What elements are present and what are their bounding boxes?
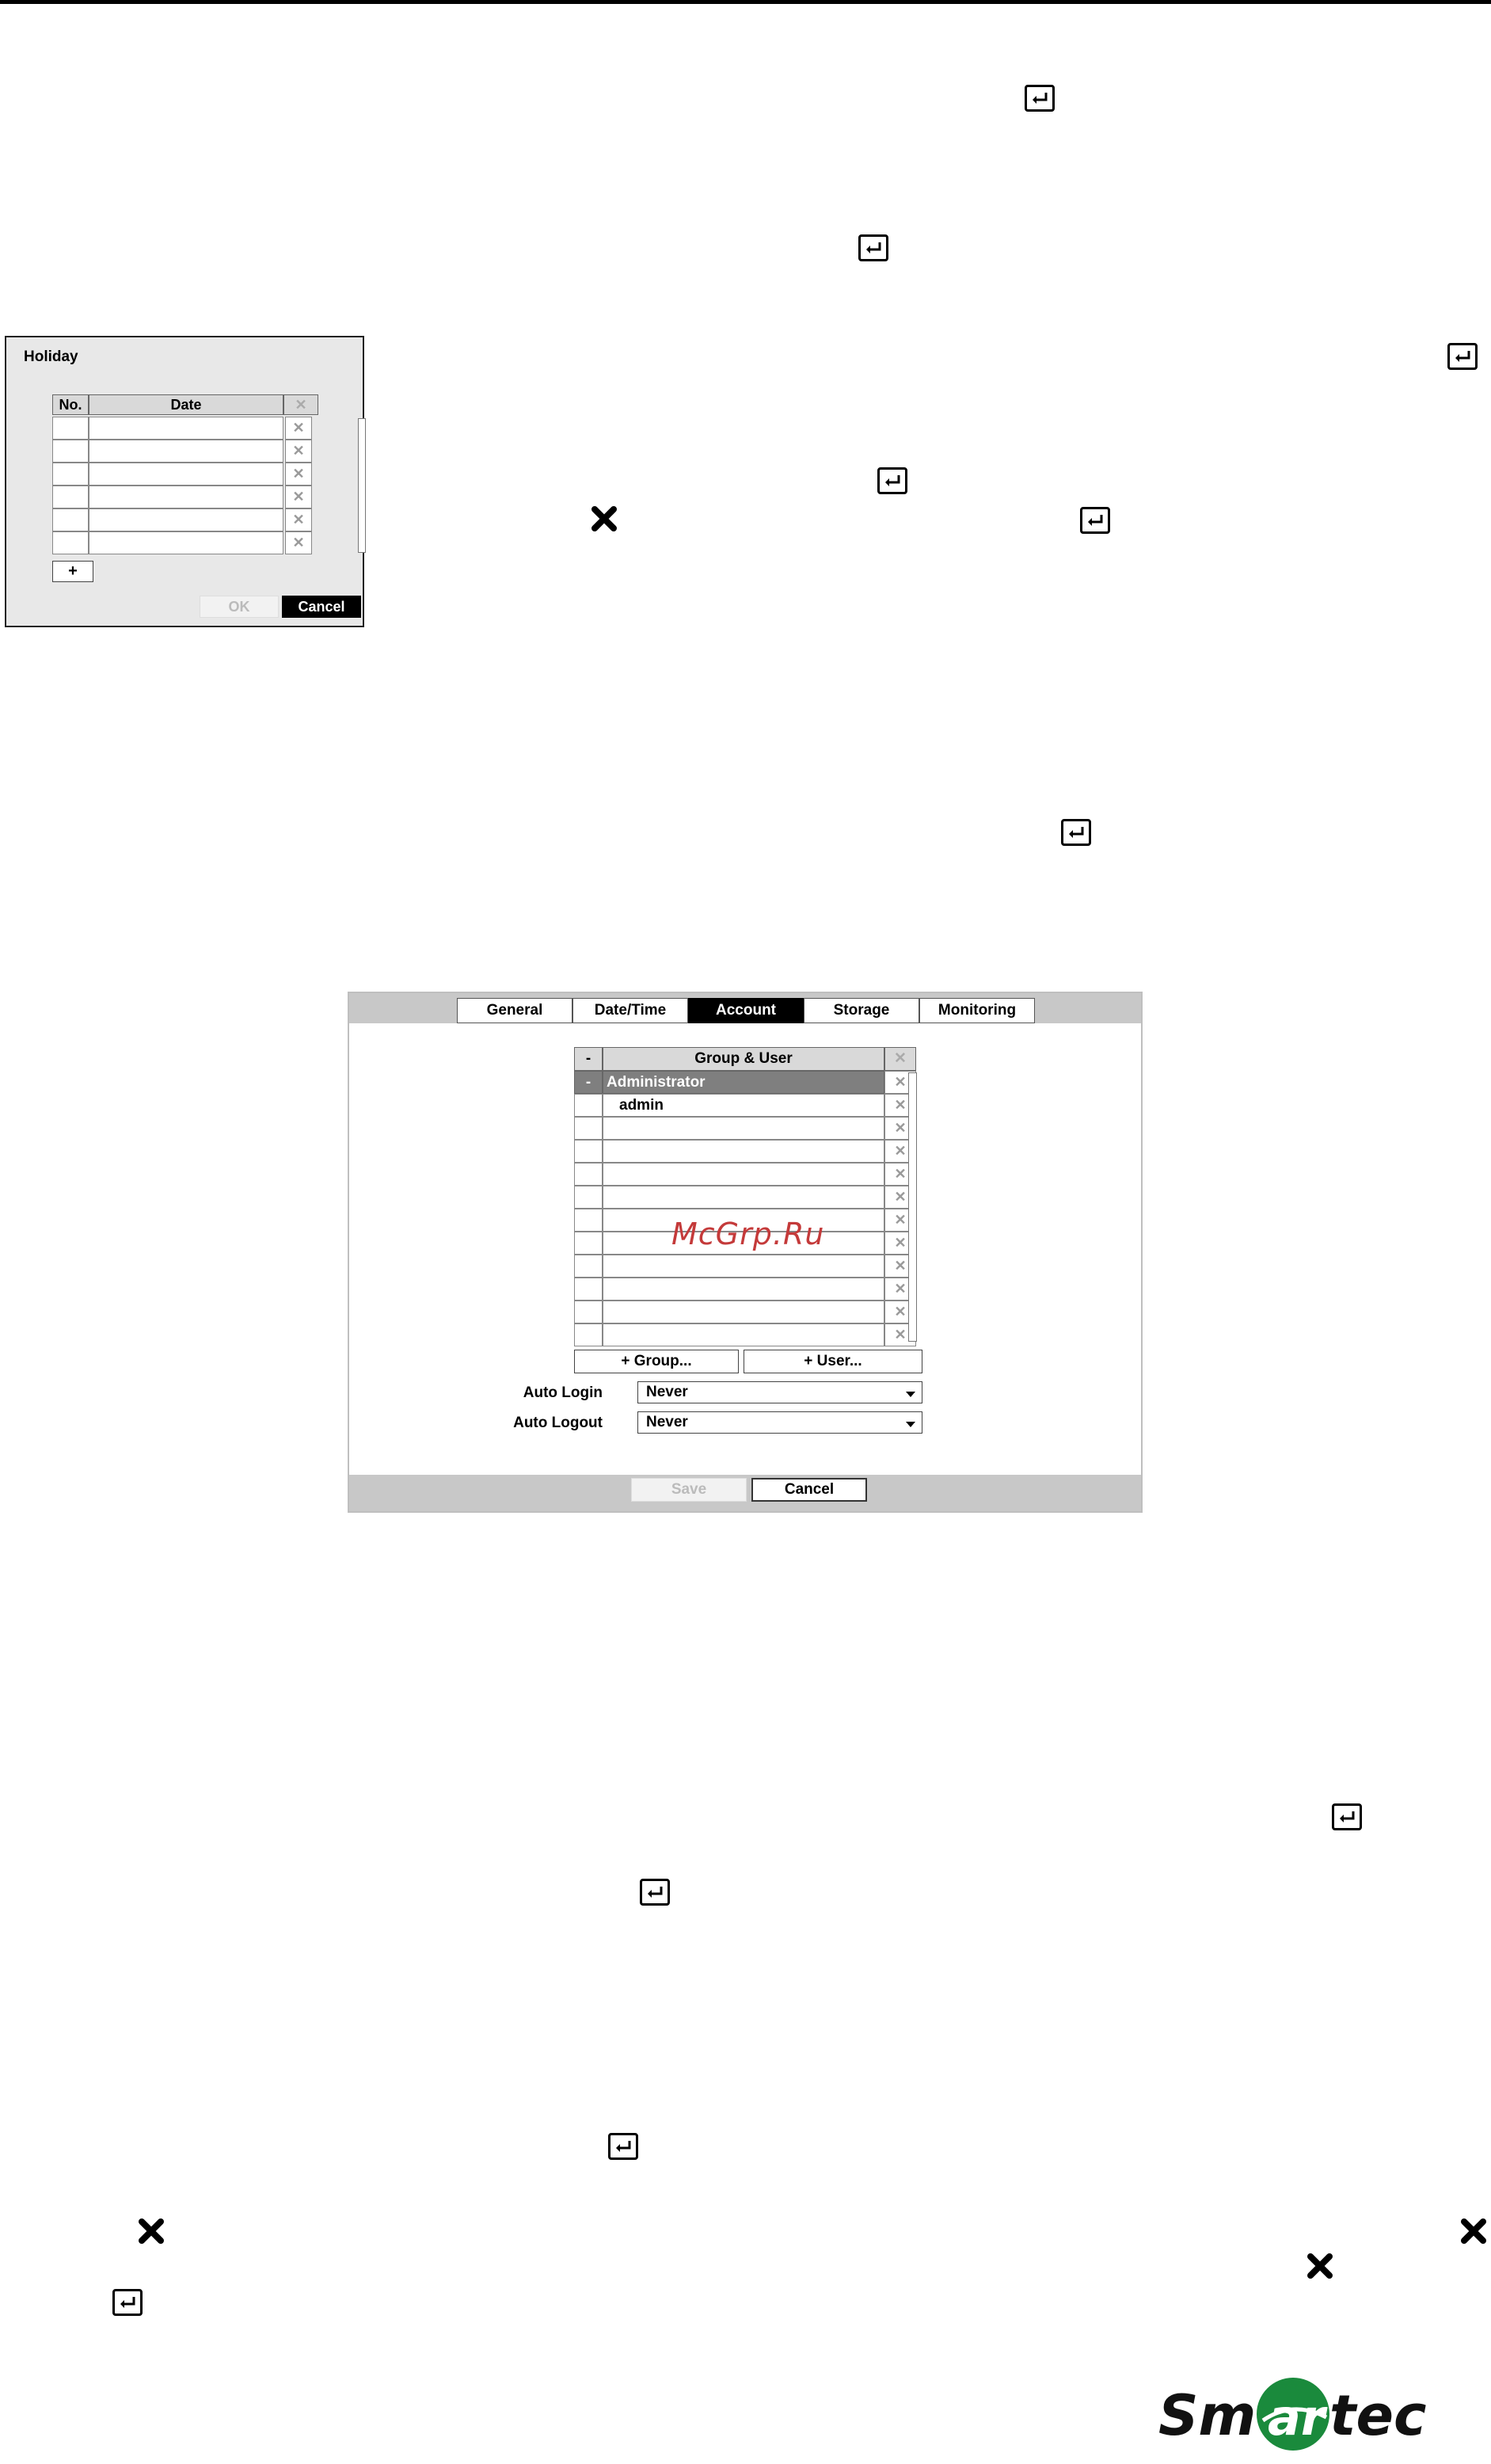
row-toggle[interactable] (574, 1323, 603, 1346)
holiday-row-date[interactable] (89, 417, 283, 440)
row-toggle[interactable] (574, 1209, 603, 1232)
chevron-down-icon (906, 1422, 915, 1427)
enter-key-icon (1447, 343, 1478, 370)
holiday-row-no (52, 508, 89, 531)
user-row[interactable] (603, 1301, 884, 1323)
delete-row-icon[interactable]: ✕ (884, 1117, 916, 1140)
row-toggle[interactable]: - (574, 1071, 603, 1094)
smartec-logo (1152, 2368, 1437, 2455)
chevron-down-icon (906, 1392, 915, 1397)
x-icon (138, 2218, 165, 2245)
holiday-row-date[interactable] (89, 508, 283, 531)
enter-key-icon (1025, 85, 1055, 112)
enter-key-icon (1080, 507, 1110, 534)
add-user-button[interactable]: + User... (744, 1350, 922, 1373)
holiday-row-no (52, 417, 89, 440)
svg-text:Sm: Sm (1158, 2383, 1257, 2448)
delete-row-icon[interactable]: ✕ (884, 1140, 916, 1163)
enter-key-icon (1332, 1803, 1362, 1830)
user-row[interactable] (603, 1323, 884, 1346)
delete-row-icon[interactable]: ✕ (884, 1071, 916, 1094)
holiday-row-date[interactable] (89, 463, 283, 486)
user-row[interactable] (603, 1186, 884, 1209)
tab-general[interactable]: General (457, 998, 572, 1023)
holiday-title: Holiday (24, 348, 78, 365)
svg-text:ar: ar (1268, 2389, 1326, 2447)
x-icon (1460, 2218, 1487, 2245)
holiday-dialog (5, 336, 364, 627)
delete-row-icon[interactable]: ✕ (884, 1323, 916, 1346)
save-button[interactable]: Save (631, 1478, 747, 1502)
auto-logout-value: Never (646, 1414, 688, 1430)
auto-login-select[interactable] (637, 1381, 922, 1403)
column-header-no: No. (52, 394, 89, 415)
tab-date-time[interactable]: Date/Time (572, 998, 688, 1023)
cancel-button[interactable]: Cancel (282, 596, 361, 618)
x-icon (591, 505, 618, 532)
user-row[interactable] (603, 1163, 884, 1186)
row-toggle[interactable] (574, 1255, 603, 1278)
delete-row-icon[interactable]: ✕ (884, 1255, 916, 1278)
row-toggle[interactable] (574, 1278, 603, 1301)
auto-login-value: Never (646, 1384, 688, 1400)
holiday-row-no (52, 531, 89, 554)
account-setup-panel (348, 992, 1143, 1513)
delete-row-icon[interactable]: ✕ (285, 486, 312, 508)
delete-row-icon[interactable]: ✕ (884, 1209, 916, 1232)
top-rule (0, 0, 1491, 4)
delete-row-icon[interactable]: ✕ (285, 440, 312, 463)
auto-login-label: Auto Login (523, 1384, 603, 1401)
user-row[interactable] (603, 1117, 884, 1140)
delete-row-icon[interactable]: ✕ (285, 463, 312, 486)
delete-row-icon[interactable]: ✕ (285, 417, 312, 440)
enter-key-icon (858, 234, 888, 261)
delete-row-icon[interactable]: ✕ (884, 1301, 916, 1323)
delete-row-icon[interactable]: ✕ (884, 1186, 916, 1209)
holiday-row-no (52, 463, 89, 486)
add-holiday-button[interactable]: + (52, 561, 93, 582)
tab-account[interactable]: Account (688, 998, 804, 1023)
column-header-group-user: Group & User (603, 1047, 884, 1071)
enter-key-icon (1061, 819, 1091, 846)
column-header-delete: ✕ (283, 394, 318, 415)
delete-row-icon[interactable]: ✕ (285, 531, 312, 554)
user-row[interactable] (603, 1278, 884, 1301)
enter-key-icon (112, 2289, 143, 2316)
tab-storage[interactable]: Storage (804, 998, 919, 1023)
enter-key-icon (640, 1879, 670, 1906)
holiday-row-no (52, 486, 89, 508)
cancel-button[interactable]: Cancel (751, 1478, 867, 1502)
add-group-button[interactable]: + Group... (574, 1350, 739, 1373)
user-row[interactable] (603, 1255, 884, 1278)
holiday-row-date[interactable] (89, 531, 283, 554)
x-icon (1307, 2253, 1333, 2279)
delete-row-icon[interactable]: ✕ (884, 1278, 916, 1301)
delete-row-icon[interactable]: ✕ (884, 1094, 916, 1117)
holiday-row-no (52, 440, 89, 463)
auto-logout-select[interactable] (637, 1411, 922, 1434)
svg-text:tec: tec (1329, 2383, 1427, 2448)
column-header-delete: ✕ (884, 1047, 916, 1071)
holiday-row-date[interactable] (89, 486, 283, 508)
holiday-scrollbar[interactable] (358, 418, 366, 553)
user-row[interactable] (603, 1140, 884, 1163)
row-toggle[interactable] (574, 1186, 603, 1209)
auto-logout-label: Auto Logout (513, 1415, 603, 1431)
user-row[interactable]: admin (603, 1094, 884, 1117)
ok-button[interactable]: OK (200, 596, 279, 618)
group-user-scrollbar[interactable] (908, 1072, 917, 1342)
tab-monitoring[interactable]: Monitoring (919, 998, 1035, 1023)
row-toggle[interactable] (574, 1301, 603, 1323)
row-toggle[interactable] (574, 1094, 603, 1117)
delete-row-icon[interactable]: ✕ (884, 1232, 916, 1255)
column-header-toggle[interactable]: - (574, 1047, 603, 1071)
holiday-row-date[interactable] (89, 440, 283, 463)
row-toggle[interactable] (574, 1232, 603, 1255)
enter-key-icon (608, 2133, 638, 2160)
row-toggle[interactable] (574, 1117, 603, 1140)
row-toggle[interactable] (574, 1163, 603, 1186)
row-toggle[interactable] (574, 1140, 603, 1163)
column-header-date: Date (89, 394, 283, 415)
delete-row-icon[interactable]: ✕ (285, 508, 312, 531)
delete-row-icon[interactable]: ✕ (884, 1163, 916, 1186)
enter-key-icon (877, 467, 907, 494)
group-row[interactable]: Administrator (603, 1071, 884, 1094)
watermark: McGrp.Ru (671, 1217, 825, 1251)
